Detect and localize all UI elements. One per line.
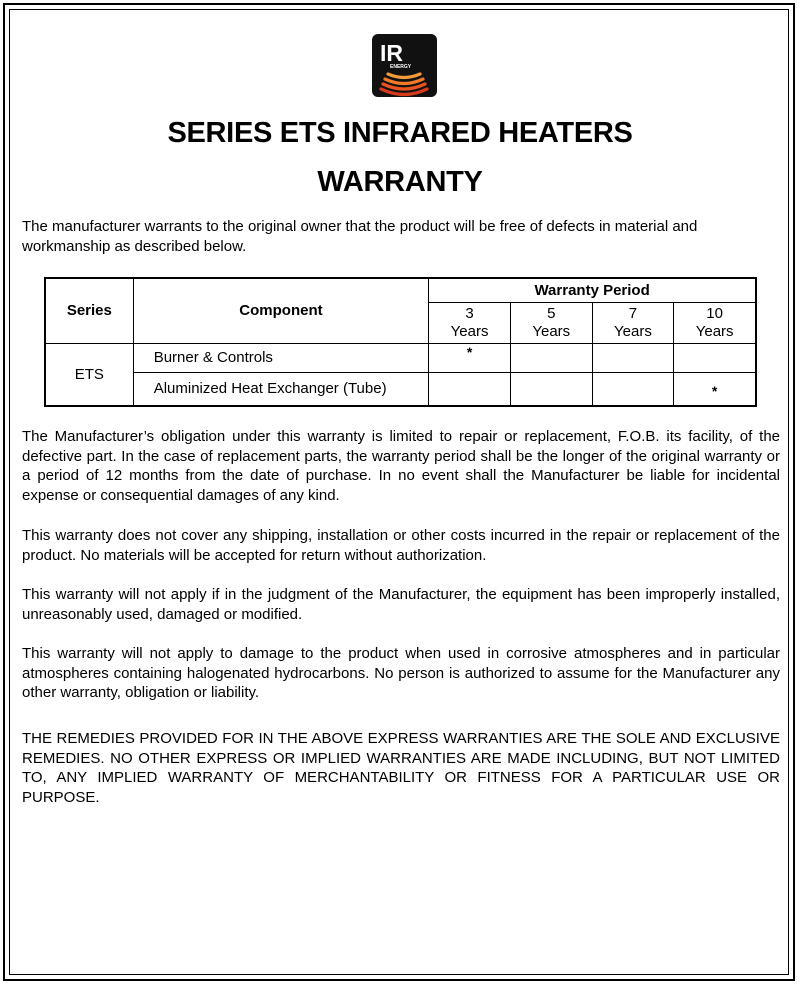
component-cell: Burner & Controls	[133, 343, 429, 372]
period-unit: Years	[695, 322, 734, 340]
period-number: 3	[465, 304, 474, 322]
corrosion-paragraph: This warranty will not apply to damage to the product when used in corrosive atmospheres and in particular atmospheres containing halogenated hydrocarbons. No person is authorized to assume for the Manufacturer any other warranty, obligation or liability.	[22, 645, 780, 702]
document-subtitle: WARRANTY	[317, 166, 483, 198]
logo-wave-1	[388, 74, 420, 78]
header-series: Series	[45, 278, 133, 343]
logo-wave-2	[385, 79, 423, 84]
logo-initials: IR	[380, 40, 403, 66]
series-cell: ETS	[45, 343, 133, 406]
period-number: 10	[706, 304, 723, 322]
ir-energy-logo	[372, 34, 437, 97]
mark-cell: *	[429, 343, 511, 372]
table-row	[45, 343, 756, 372]
mark-cell	[510, 372, 592, 406]
header-warranty-period: Warranty Period	[429, 278, 756, 302]
document-title: SERIES ETS INFRARED HEATERS	[167, 117, 633, 149]
table-header-row	[45, 278, 756, 302]
judgment-paragraph: This warranty will not apply if in the judgment of the Manufacturer, the equipment has been improperly installed, unreasonably used, damaged or modified.	[22, 586, 780, 623]
mark-cell	[592, 343, 674, 372]
period-unit: Years	[614, 322, 652, 340]
logo-subtext: ENERGY	[390, 64, 412, 70]
obligation-paragraph: The Manufacturer’s obligation under this warranty is limited to repair or replacement, F.O.B. its facility, of the defective part. In the case of replacement parts, the warranty period shall be the longer of the original warranty or a period of 12 months from the date of purchase. In no event shall the Manufacturer be liable for incidental expense or consequential damages of any kind.	[22, 428, 780, 504]
period-7-years	[592, 302, 674, 343]
table-row	[45, 372, 756, 406]
period-3-years	[429, 302, 511, 343]
remedies-paragraph: THE REMEDIES PROVIDED FOR IN THE ABOVE EXPRESS WARRANTIES ARE THE SOLE AND EXCLUSIVE REMEDIES. NO OTHER EXPRESS OR IMPLIED WARRANTIES ARE MADE INCLUDING, BUT NOT LIMITED TO, ANY IMPLIED WARRANTY OF MERCHANTABILITY OR FITNESS FOR A PARTICULAR USE OR PURPOSE.	[22, 730, 780, 806]
warranty-table	[44, 277, 757, 407]
period-5-years	[510, 302, 592, 343]
shipping-paragraph: This warranty does not cover any shipping, installation or other costs incurred in the repair or replacement of the product. No materials will be accepted for return without authorization.	[22, 527, 780, 564]
mark-cell	[592, 372, 674, 406]
mark-cell	[429, 372, 511, 406]
mark-cell	[674, 343, 756, 372]
mark-cell: *	[674, 372, 756, 406]
period-unit: Years	[532, 322, 571, 340]
period-unit: Years	[450, 322, 489, 340]
mark-cell	[510, 343, 592, 372]
period-number: 7	[628, 304, 638, 322]
ir-energy-logo-icon	[372, 34, 437, 97]
intro-paragraph: The manufacturer warrants to the original owner that the product will be free of defects in material and workmanship as described below.	[22, 218, 698, 255]
header-component: Component	[133, 278, 429, 343]
period-number: 5	[547, 304, 556, 322]
period-10-years	[674, 302, 756, 343]
component-cell: Aluminized Heat Exchanger (Tube)	[133, 372, 429, 406]
